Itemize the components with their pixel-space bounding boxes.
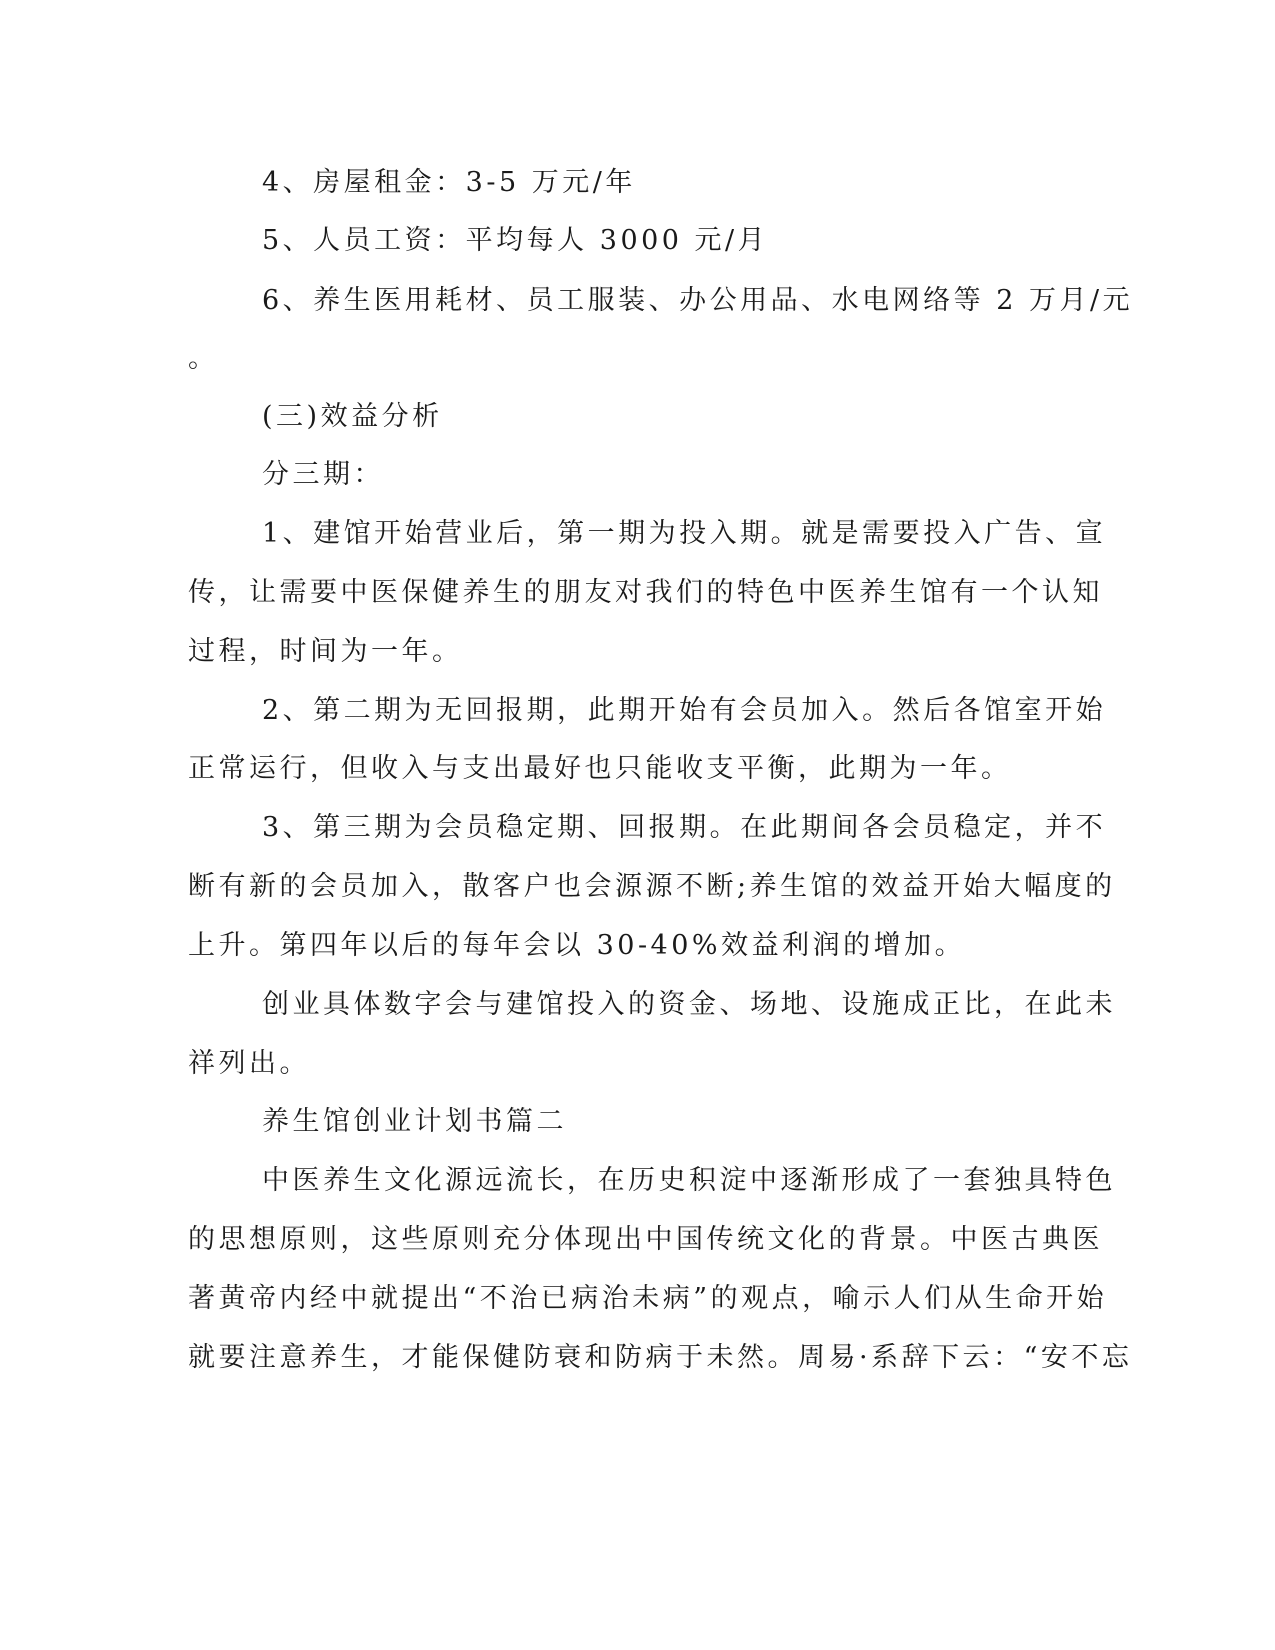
text-line: 。 [188, 343, 219, 374]
text-line: 6、养生医用耗材、员工服装、办公用品、水电网络等 2 万月/元 [262, 285, 1134, 316]
text-line: 就要注意养生，才能保健防衰和防病于未然。周易·系辞下云：“安不忘 [188, 1342, 1133, 1373]
text-line: 正常运行，但收入与支出最好也只能收支平衡，此期为一年。 [188, 753, 1012, 784]
text-line: 著黄帝内经中就提出“不治已病治未病”的观点，喻示人们从生命开始 [188, 1283, 1108, 1314]
text-line: 2、第二期为无回报期，此期开始有会员加入。然后各馆室开始 [262, 695, 1107, 726]
text-line: 祥列出。 [188, 1048, 310, 1079]
section-heading: (三)效益分析 [262, 401, 443, 432]
text-line: 断有新的会员加入，散客户也会源源不断;养生馆的效益开始大幅度的 [188, 871, 1116, 902]
section-heading: 养生馆创业计划书篇二 [262, 1106, 567, 1137]
text-line: 4、房屋租金：3-5 万元/年 [262, 167, 636, 198]
text-line: 创业具体数字会与建馆投入的资金、场地、设施成正比，在此未 [262, 989, 1116, 1020]
text-line: 1、建馆开始营业后，第一期为投入期。就是需要投入广告、宣 [262, 518, 1107, 549]
text-line: 传，让需要中医保健养生的朋友对我们的特色中医养生馆有一个认知 [188, 577, 1103, 608]
text-line: 3、第三期为会员稳定期、回报期。在此期间各会员稳定，并不 [262, 812, 1107, 843]
text-line: 分三期： [262, 459, 384, 490]
text-line: 5、人员工资：平均每人 3000 元/月 [262, 225, 769, 256]
text-line: 上升。第四年以后的每年会以 30-40%效益利润的增加。 [188, 930, 966, 961]
text-line: 中医养生文化源远流长，在历史积淀中逐渐形成了一套独具特色 [262, 1165, 1116, 1196]
text-line: 过程，时间为一年。 [188, 636, 463, 667]
text-line: 的思想原则，这些原则充分体现出中国传统文化的背景。中医古典医 [188, 1224, 1103, 1255]
